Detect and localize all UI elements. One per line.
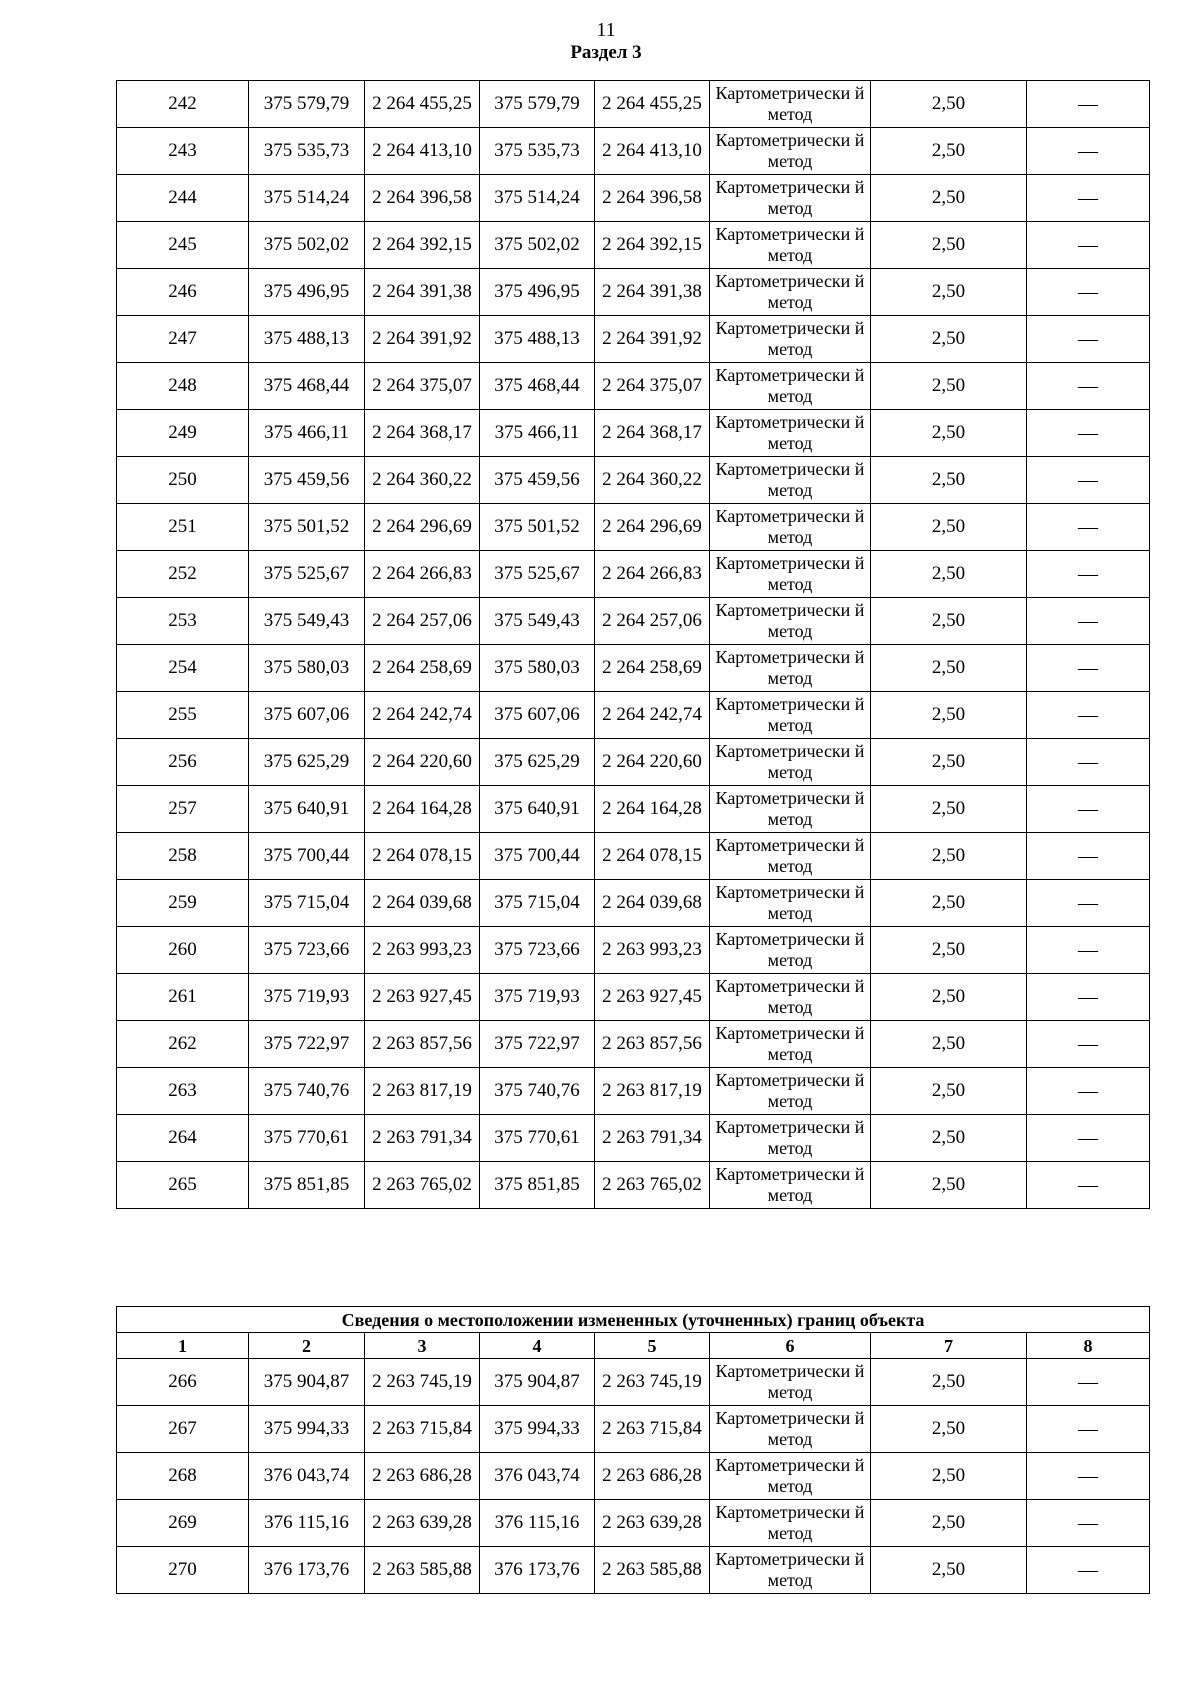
table-cell: 2 264 391,38 bbox=[365, 269, 480, 316]
table-cell: 2,50 bbox=[871, 457, 1027, 504]
table-cell: 248 bbox=[117, 363, 249, 410]
table-cell: 2 264 242,74 bbox=[595, 692, 710, 739]
table-cell: — bbox=[1027, 1406, 1150, 1453]
table-row bbox=[117, 363, 1150, 410]
table-cell: 375 715,04 bbox=[249, 880, 365, 927]
table-cell: 2,50 bbox=[871, 410, 1027, 457]
table-cell: 375 722,97 bbox=[249, 1021, 365, 1068]
table-row bbox=[117, 598, 1150, 645]
table-cell: Картометрически й метод bbox=[710, 1453, 871, 1500]
table-cell: — bbox=[1027, 974, 1150, 1021]
coordinates-table bbox=[116, 80, 1150, 1209]
table-cell: 375 579,79 bbox=[480, 81, 595, 128]
table-cell: 375 904,87 bbox=[249, 1359, 365, 1406]
table-cell: — bbox=[1027, 1500, 1150, 1547]
table-cell: 249 bbox=[117, 410, 249, 457]
table-cell: — bbox=[1027, 1068, 1150, 1115]
table-cell: — bbox=[1027, 927, 1150, 974]
column-header: 3 bbox=[365, 1333, 480, 1359]
table-cell: Картометрически й метод bbox=[710, 739, 871, 786]
table-row bbox=[117, 1068, 1150, 1115]
page-number: 11 bbox=[596, 19, 616, 41]
table-cell: 2 264 455,25 bbox=[595, 81, 710, 128]
table-cell: 375 502,02 bbox=[480, 222, 595, 269]
table-cell: — bbox=[1027, 1547, 1150, 1594]
table-cell: — bbox=[1027, 363, 1150, 410]
table-cell: 375 719,93 bbox=[480, 974, 595, 1021]
table-cell: 376 173,76 bbox=[249, 1547, 365, 1594]
table-cell: 375 719,93 bbox=[249, 974, 365, 1021]
table-cell: 242 bbox=[117, 81, 249, 128]
table-cell: 2 263 791,34 bbox=[365, 1115, 480, 1162]
table-cell: 254 bbox=[117, 645, 249, 692]
table-cell: Картометрически й метод bbox=[710, 1547, 871, 1594]
table-cell: Картометрически й метод bbox=[710, 598, 871, 645]
column-header: 7 bbox=[871, 1333, 1027, 1359]
table-cell: — bbox=[1027, 1162, 1150, 1209]
table-row bbox=[117, 1021, 1150, 1068]
table-cell: — bbox=[1027, 645, 1150, 692]
table-caption: Сведения о местоположении измененных (уточненных) границ объекта bbox=[117, 1307, 1150, 1333]
changed-boundaries-table-body bbox=[117, 1307, 1150, 1594]
table-cell: 2 263 817,19 bbox=[365, 1068, 480, 1115]
table-cell: 2,50 bbox=[871, 128, 1027, 175]
table-cell: — bbox=[1027, 598, 1150, 645]
table-row bbox=[117, 1115, 1150, 1162]
table-cell: 2 263 927,45 bbox=[595, 974, 710, 1021]
table-cell: 2 263 765,02 bbox=[365, 1162, 480, 1209]
table-cell: 376 115,16 bbox=[480, 1500, 595, 1547]
table-cell: 375 740,76 bbox=[480, 1068, 595, 1115]
table-cell: 2 263 857,56 bbox=[365, 1021, 480, 1068]
table-cell: — bbox=[1027, 410, 1150, 457]
table-cell: 2 264 164,28 bbox=[595, 786, 710, 833]
table-cell: Картометрически й метод bbox=[710, 551, 871, 598]
table-cell: 375 723,66 bbox=[480, 927, 595, 974]
table-cell: Картометрически й метод bbox=[710, 692, 871, 739]
table-cell: 2,50 bbox=[871, 1021, 1027, 1068]
table-cell: — bbox=[1027, 81, 1150, 128]
table-cell: 375 535,73 bbox=[480, 128, 595, 175]
table-row bbox=[117, 974, 1150, 1021]
table-cell: 263 bbox=[117, 1068, 249, 1115]
table-cell: 2 264 296,69 bbox=[595, 504, 710, 551]
table-row bbox=[117, 692, 1150, 739]
table-cell: 375 580,03 bbox=[480, 645, 595, 692]
table-cell: 2 263 857,56 bbox=[595, 1021, 710, 1068]
table-cell: 251 bbox=[117, 504, 249, 551]
table-cell: 2 264 220,60 bbox=[365, 739, 480, 786]
table-cell: 2 264 413,10 bbox=[365, 128, 480, 175]
table-cell: 2 263 585,88 bbox=[595, 1547, 710, 1594]
table-cell: 375 535,73 bbox=[249, 128, 365, 175]
table-cell: Картометрически й метод bbox=[710, 927, 871, 974]
table-cell: 2,50 bbox=[871, 927, 1027, 974]
table-cell: 253 bbox=[117, 598, 249, 645]
table-row bbox=[117, 833, 1150, 880]
table-cell: 2 263 686,28 bbox=[365, 1453, 480, 1500]
table-row bbox=[117, 175, 1150, 222]
table-cell: — bbox=[1027, 1021, 1150, 1068]
table-cell: 2 264 078,15 bbox=[595, 833, 710, 880]
column-header: 4 bbox=[480, 1333, 595, 1359]
table-cell: Картометрически й метод bbox=[710, 1500, 871, 1547]
table-cell: 375 580,03 bbox=[249, 645, 365, 692]
table-cell: Картометрически й метод bbox=[710, 128, 871, 175]
table-cell: 376 115,16 bbox=[249, 1500, 365, 1547]
table-cell: 375 459,56 bbox=[249, 457, 365, 504]
column-header: 2 bbox=[249, 1333, 365, 1359]
table-cell: 376 043,74 bbox=[480, 1453, 595, 1500]
table-cell: 375 501,52 bbox=[249, 504, 365, 551]
table-cell: — bbox=[1027, 551, 1150, 598]
table-cell: — bbox=[1027, 269, 1150, 316]
table-cell: 375 468,44 bbox=[249, 363, 365, 410]
table-cell: 2,50 bbox=[871, 551, 1027, 598]
table-cell: Картометрически й метод bbox=[710, 410, 871, 457]
table-cell: 2,50 bbox=[871, 1406, 1027, 1453]
table-cell: 375 740,76 bbox=[249, 1068, 365, 1115]
table-cell: 2,50 bbox=[871, 739, 1027, 786]
table-cell: 375 549,43 bbox=[249, 598, 365, 645]
table-row bbox=[117, 222, 1150, 269]
table-cell: Картометрически й метод bbox=[710, 1021, 871, 1068]
table-cell: 2 264 257,06 bbox=[595, 598, 710, 645]
column-header: 8 bbox=[1027, 1333, 1150, 1359]
table-cell: 255 bbox=[117, 692, 249, 739]
table-cell: 2 264 266,83 bbox=[365, 551, 480, 598]
table-cell: 2 263 639,28 bbox=[595, 1500, 710, 1547]
table-cell: 2,50 bbox=[871, 504, 1027, 551]
table-cell: 375 640,91 bbox=[480, 786, 595, 833]
table-cell: 2 264 360,22 bbox=[365, 457, 480, 504]
table-cell: 2,50 bbox=[871, 598, 1027, 645]
table-cell: 375 700,44 bbox=[480, 833, 595, 880]
table-row bbox=[117, 269, 1150, 316]
table-cell: — bbox=[1027, 1453, 1150, 1500]
table-cell: 375 770,61 bbox=[249, 1115, 365, 1162]
table-cell: 2,50 bbox=[871, 1115, 1027, 1162]
table-cell: 260 bbox=[117, 927, 249, 974]
table-cell: 2 263 765,02 bbox=[595, 1162, 710, 1209]
table-row bbox=[117, 1547, 1150, 1594]
table-cell: 261 bbox=[117, 974, 249, 1021]
table-cell: 375 640,91 bbox=[249, 786, 365, 833]
table-cell: 2,50 bbox=[871, 1162, 1027, 1209]
table-cell: 266 bbox=[117, 1359, 249, 1406]
column-header: 1 bbox=[117, 1333, 249, 1359]
table-cell: 375 607,06 bbox=[249, 692, 365, 739]
table-header-row bbox=[117, 1333, 1150, 1359]
table-cell: 2,50 bbox=[871, 81, 1027, 128]
table-cell: 375 459,56 bbox=[480, 457, 595, 504]
table-cell: — bbox=[1027, 457, 1150, 504]
table-cell: 375 468,44 bbox=[480, 363, 595, 410]
table-cell: Картометрически й метод bbox=[710, 81, 871, 128]
table-cell: 247 bbox=[117, 316, 249, 363]
table-row bbox=[117, 128, 1150, 175]
table-cell: 270 bbox=[117, 1547, 249, 1594]
table-cell: Картометрически й метод bbox=[710, 833, 871, 880]
table-cell: 2 264 368,17 bbox=[595, 410, 710, 457]
table-cell: 262 bbox=[117, 1021, 249, 1068]
table-cell: 375 502,02 bbox=[249, 222, 365, 269]
table-row bbox=[117, 316, 1150, 363]
table-cell: — bbox=[1027, 786, 1150, 833]
table-cell: Картометрически й метод bbox=[710, 786, 871, 833]
table-cell: 2,50 bbox=[871, 1068, 1027, 1115]
table-cell: Картометрически й метод bbox=[710, 504, 871, 551]
changed-boundaries-table bbox=[116, 1306, 1150, 1594]
table-cell: 2 264 375,07 bbox=[595, 363, 710, 410]
table-cell: 2 264 258,69 bbox=[365, 645, 480, 692]
table-row bbox=[117, 457, 1150, 504]
table-cell: — bbox=[1027, 880, 1150, 927]
table-cell: — bbox=[1027, 128, 1150, 175]
table-cell: Картометрически й метод bbox=[710, 1115, 871, 1162]
table-cell: 375 514,24 bbox=[249, 175, 365, 222]
table-cell: 2,50 bbox=[871, 786, 1027, 833]
table-cell: 2 263 993,23 bbox=[595, 927, 710, 974]
table-caption-row bbox=[117, 1307, 1150, 1333]
table-row bbox=[117, 927, 1150, 974]
table-cell: 375 496,95 bbox=[249, 269, 365, 316]
table-cell: 375 851,85 bbox=[249, 1162, 365, 1209]
table-cell: 375 501,52 bbox=[480, 504, 595, 551]
table-cell: 2 263 686,28 bbox=[595, 1453, 710, 1500]
table-cell: Картометрически й метод bbox=[710, 363, 871, 410]
table-cell: Картометрически й метод bbox=[710, 1406, 871, 1453]
table-cell: 2 264 266,83 bbox=[595, 551, 710, 598]
table-cell: 2,50 bbox=[871, 175, 1027, 222]
table-cell: Картометрически й метод bbox=[710, 316, 871, 363]
table-cell: 375 466,11 bbox=[249, 410, 365, 457]
table-cell: 2 263 639,28 bbox=[365, 1500, 480, 1547]
table-cell: — bbox=[1027, 739, 1150, 786]
table-cell: 2 264 413,10 bbox=[595, 128, 710, 175]
table-cell: 2 264 039,68 bbox=[595, 880, 710, 927]
table-row bbox=[117, 81, 1150, 128]
table-row bbox=[117, 1500, 1150, 1547]
table-cell: 375 488,13 bbox=[480, 316, 595, 363]
table-cell: — bbox=[1027, 316, 1150, 363]
table-cell: 2 264 258,69 bbox=[595, 645, 710, 692]
table-cell: 2,50 bbox=[871, 269, 1027, 316]
table-cell: 2 264 296,69 bbox=[365, 504, 480, 551]
table-cell: 2,50 bbox=[871, 1500, 1027, 1547]
table-cell: 376 173,76 bbox=[480, 1547, 595, 1594]
table-cell: 2 264 242,74 bbox=[365, 692, 480, 739]
coordinates-table-body bbox=[117, 81, 1150, 1209]
table-cell: 268 bbox=[117, 1453, 249, 1500]
table-cell: 2,50 bbox=[871, 692, 1027, 739]
table-cell: 2 264 220,60 bbox=[595, 739, 710, 786]
table-cell: 246 bbox=[117, 269, 249, 316]
table-cell: 375 904,87 bbox=[480, 1359, 595, 1406]
table-row bbox=[117, 739, 1150, 786]
table-cell: 2 263 745,19 bbox=[595, 1359, 710, 1406]
table-cell: 375 525,67 bbox=[249, 551, 365, 598]
table-row bbox=[117, 1406, 1150, 1453]
table-cell: — bbox=[1027, 833, 1150, 880]
table-cell: 269 bbox=[117, 1500, 249, 1547]
column-header: 5 bbox=[595, 1333, 710, 1359]
table-cell: — bbox=[1027, 222, 1150, 269]
table-cell: Картометрически й метод bbox=[710, 1162, 871, 1209]
table-cell: 2,50 bbox=[871, 833, 1027, 880]
table-cell: Картометрически й метод bbox=[710, 880, 871, 927]
table-cell: 2 264 360,22 bbox=[595, 457, 710, 504]
table-cell: 2 263 715,84 bbox=[595, 1406, 710, 1453]
table-cell: 375 525,67 bbox=[480, 551, 595, 598]
table-cell: — bbox=[1027, 1115, 1150, 1162]
table-cell: 250 bbox=[117, 457, 249, 504]
table-cell: 259 bbox=[117, 880, 249, 927]
table-cell: 2,50 bbox=[871, 1547, 1027, 1594]
table-cell: 2 264 078,15 bbox=[365, 833, 480, 880]
table-cell: 258 bbox=[117, 833, 249, 880]
table-cell: 375 851,85 bbox=[480, 1162, 595, 1209]
table-cell: 244 bbox=[117, 175, 249, 222]
table-cell: 264 bbox=[117, 1115, 249, 1162]
table-cell: 2 263 993,23 bbox=[365, 927, 480, 974]
table-cell: 375 723,66 bbox=[249, 927, 365, 974]
table-cell: 256 bbox=[117, 739, 249, 786]
table-row bbox=[117, 1359, 1150, 1406]
table-cell: 2 263 791,34 bbox=[595, 1115, 710, 1162]
table-cell: 375 607,06 bbox=[480, 692, 595, 739]
table-cell: 2 264 392,15 bbox=[365, 222, 480, 269]
table-cell: 2 264 396,58 bbox=[365, 175, 480, 222]
table-cell: 2 264 392,15 bbox=[595, 222, 710, 269]
table-cell: 2 264 391,92 bbox=[365, 316, 480, 363]
table-row bbox=[117, 410, 1150, 457]
table-cell: 2,50 bbox=[871, 363, 1027, 410]
table-cell: 2 263 745,19 bbox=[365, 1359, 480, 1406]
table-cell: 2 264 375,07 bbox=[365, 363, 480, 410]
table-cell: 375 488,13 bbox=[249, 316, 365, 363]
table-cell: Картометрически й метод bbox=[710, 457, 871, 504]
table-cell: 375 715,04 bbox=[480, 880, 595, 927]
table-cell: 2,50 bbox=[871, 645, 1027, 692]
table-cell: 375 466,11 bbox=[480, 410, 595, 457]
table-row bbox=[117, 1453, 1150, 1500]
table-cell: 2 264 368,17 bbox=[365, 410, 480, 457]
table-cell: Картометрически й метод bbox=[710, 269, 871, 316]
table-cell: 2,50 bbox=[871, 974, 1027, 1021]
section-title: Раздел 3 bbox=[570, 42, 642, 63]
table-row bbox=[117, 786, 1150, 833]
table-cell: Картометрически й метод bbox=[710, 645, 871, 692]
column-header: 6 bbox=[710, 1333, 871, 1359]
table-cell: 375 994,33 bbox=[480, 1406, 595, 1453]
table-cell: 257 bbox=[117, 786, 249, 833]
table-cell: 243 bbox=[117, 128, 249, 175]
table-cell: 375 514,24 bbox=[480, 175, 595, 222]
table-cell: 2 263 715,84 bbox=[365, 1406, 480, 1453]
table-row bbox=[117, 551, 1150, 598]
table-cell: Картометрически й метод bbox=[710, 1359, 871, 1406]
table-cell: 375 994,33 bbox=[249, 1406, 365, 1453]
table-cell: 2 263 817,19 bbox=[595, 1068, 710, 1115]
table-cell: 375 722,97 bbox=[480, 1021, 595, 1068]
table-cell: 375 770,61 bbox=[480, 1115, 595, 1162]
table-cell: 375 625,29 bbox=[249, 739, 365, 786]
table-cell: 2 264 257,06 bbox=[365, 598, 480, 645]
table-cell: 2 263 585,88 bbox=[365, 1547, 480, 1594]
table-cell: Картометрически й метод bbox=[710, 175, 871, 222]
table-cell: Картометрически й метод bbox=[710, 222, 871, 269]
table-cell: 375 549,43 bbox=[480, 598, 595, 645]
table-cell: 2,50 bbox=[871, 1453, 1027, 1500]
table-cell: Картометрически й метод bbox=[710, 974, 871, 1021]
table-cell: — bbox=[1027, 175, 1150, 222]
table-cell: 267 bbox=[117, 1406, 249, 1453]
table-cell: 2 264 396,58 bbox=[595, 175, 710, 222]
table-cell: 2 264 039,68 bbox=[365, 880, 480, 927]
table-cell: 375 579,79 bbox=[249, 81, 365, 128]
page-header bbox=[0, 18, 1200, 64]
table-cell: 375 625,29 bbox=[480, 739, 595, 786]
table-cell: — bbox=[1027, 1359, 1150, 1406]
table-cell: — bbox=[1027, 504, 1150, 551]
table-cell: 2 264 455,25 bbox=[365, 81, 480, 128]
table-cell: 375 700,44 bbox=[249, 833, 365, 880]
table-cell: 265 bbox=[117, 1162, 249, 1209]
table-cell: 2,50 bbox=[871, 1359, 1027, 1406]
table-row bbox=[117, 504, 1150, 551]
table-cell: 2,50 bbox=[871, 222, 1027, 269]
table-cell: 252 bbox=[117, 551, 249, 598]
table-cell: 375 496,95 bbox=[480, 269, 595, 316]
table-cell: 2,50 bbox=[871, 880, 1027, 927]
table-cell: 2 264 164,28 bbox=[365, 786, 480, 833]
table-cell: 376 043,74 bbox=[249, 1453, 365, 1500]
table-row bbox=[117, 1162, 1150, 1209]
table-cell: 2 264 391,38 bbox=[595, 269, 710, 316]
table-cell: Картометрически й метод bbox=[710, 1068, 871, 1115]
table-cell: 245 bbox=[117, 222, 249, 269]
table-cell: — bbox=[1027, 692, 1150, 739]
table-cell: 2 264 391,92 bbox=[595, 316, 710, 363]
table-cell: 2,50 bbox=[871, 316, 1027, 363]
table-row bbox=[117, 645, 1150, 692]
table-row bbox=[117, 880, 1150, 927]
table-cell: 2 263 927,45 bbox=[365, 974, 480, 1021]
